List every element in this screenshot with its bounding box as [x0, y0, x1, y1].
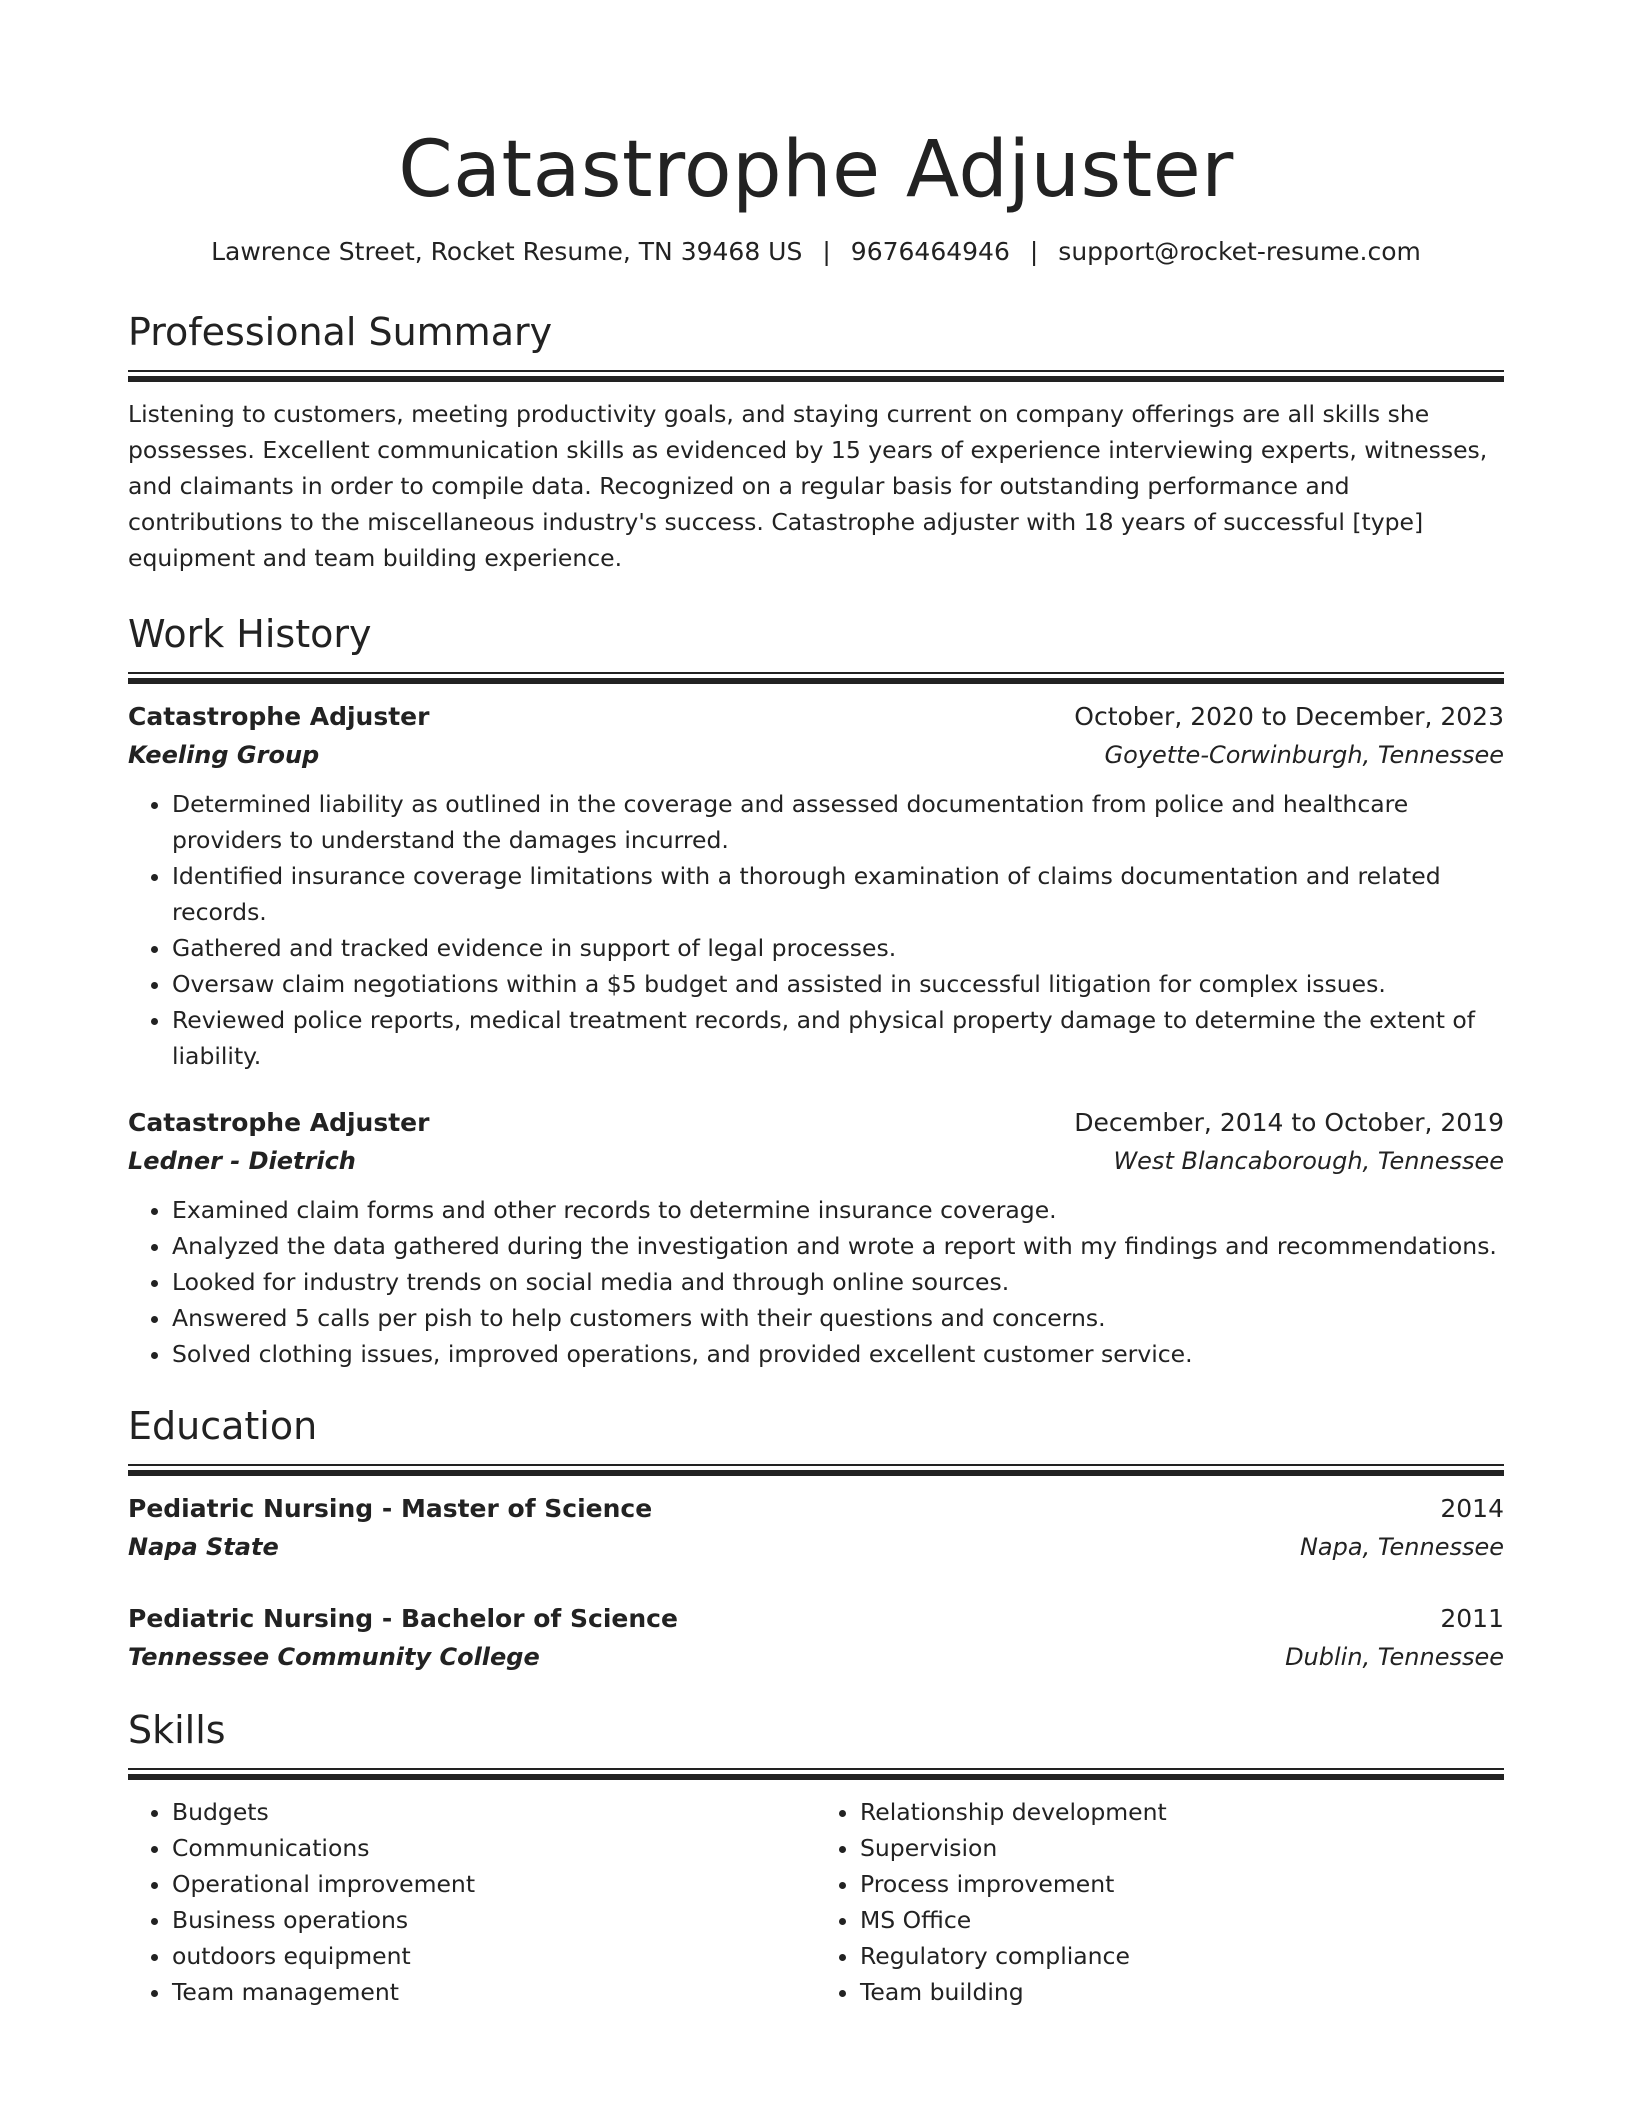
skill-item: • Budgets: [172, 1794, 816, 1830]
skill-item: • Business operations: [172, 1902, 816, 1938]
contact-separator: |: [822, 237, 831, 266]
contact-phone: 9676464946: [850, 237, 1010, 266]
job-title: Catastrophe Adjuster: [128, 1108, 430, 1137]
contact-address: Lawrence Street, Rocket Resume, TN 39468 US: [211, 237, 803, 266]
section-title-work-history: Work History: [128, 612, 372, 656]
candidate-name: Catastrophe Adjuster: [398, 125, 1234, 215]
list-item: • Answered 5 calls per pish to help customers with their questions and concerns.: [172, 1300, 1504, 1336]
summary-text: Listening to customers, meeting productivity goals, and staying current on company offerings are all skills she possesses. Excellent communication skills as evidenced by 15 years of experience interviewing experts, witnesses, and claimants in order to compile data. Recognized on a regular basis for outstanding performance and contributions to the miscellaneous industry's success. Catastrophe adjuster with 18 years of successful [type] equipment and team building experience.: [128, 400, 1488, 572]
skill-item: • Team building: [860, 1974, 1504, 2010]
job-bullets: [128, 786, 1504, 1074]
job-company: Keeling Group: [128, 741, 320, 769]
skills-list-left: [128, 1794, 816, 2010]
skill-item: • Supervision: [860, 1830, 1504, 1866]
job-entry: [128, 698, 1504, 1074]
education-school: Napa State: [128, 1533, 279, 1561]
job-company: Ledner - Dietrich: [128, 1147, 356, 1175]
list-item: • Solved clothing issues, improved operations, and provided excellent customer service.: [172, 1336, 1504, 1372]
education-year: 2014: [1440, 1494, 1504, 1523]
job-bullets: [128, 1192, 1504, 1372]
job-header-row: [128, 698, 1504, 736]
education-school-row: [128, 1528, 1504, 1566]
contact-email: support@rocket-resume.com: [1058, 237, 1421, 266]
job-dates: December, 2014 to October, 2019: [1074, 1108, 1504, 1137]
education-year: 2011: [1440, 1604, 1504, 1633]
education-entry: [128, 1490, 1504, 1566]
job-title: Catastrophe Adjuster: [128, 702, 430, 731]
education-location: Napa, Tennessee: [1299, 1533, 1504, 1561]
job-dates: October, 2020 to December, 2023: [1074, 702, 1504, 731]
education-school-row: [128, 1638, 1504, 1676]
section-title-education: Education: [128, 1404, 318, 1448]
skill-item: • outdoors equipment: [172, 1938, 816, 1974]
skills-list-right: [816, 1794, 1504, 2010]
list-item: • Identified insurance coverage limitations with a thorough examination of claims documentation and related records.: [172, 858, 1504, 930]
section-divider: [128, 672, 1504, 684]
section-title-skills: Skills: [128, 1708, 226, 1752]
education-header-row: [128, 1600, 1504, 1638]
skills-section: [128, 1706, 1504, 2010]
skill-item: • Relationship development: [860, 1794, 1504, 1830]
contact-separator: |: [1029, 237, 1039, 266]
education-location: Dublin, Tennessee: [1285, 1643, 1504, 1671]
section-divider: [128, 1464, 1504, 1476]
education-entry: [128, 1600, 1504, 1676]
education-school: Tennessee Community College: [128, 1643, 540, 1671]
section-divider: [128, 370, 1504, 382]
list-item: • Reviewed police reports, medical treatment records, and physical property damage to determine the extent of liability.: [172, 1002, 1504, 1074]
list-item: • Looked for industry trends on social media and through online sources.: [172, 1264, 1504, 1300]
education-section: [128, 1402, 1504, 1676]
list-item: • Oversaw claim negotiations within a $5 budget and assisted in successful litigation for complex issues.: [172, 966, 1504, 1002]
resume-page: [128, 0, 1504, 2010]
skill-item: • Team management: [172, 1974, 816, 2010]
skill-item: • Communications: [172, 1830, 816, 1866]
job-entry: [128, 1104, 1504, 1372]
list-item: • Determined liability as outlined in the coverage and assessed documentation from police and healthcare providers to understand the damages incurred.: [172, 786, 1504, 858]
list-item: • Analyzed the data gathered during the investigation and wrote a report with my findings and recommendations.: [172, 1228, 1504, 1264]
job-header-row: [128, 1104, 1504, 1142]
skills-grid: [128, 1794, 1504, 2010]
education-header-row: [128, 1490, 1504, 1528]
list-item: • Gathered and tracked evidence in support of legal processes.: [172, 930, 1504, 966]
job-company-row: [128, 1142, 1504, 1180]
section-divider: [128, 1768, 1504, 1780]
skill-item: • Process improvement: [860, 1866, 1504, 1902]
job-location: West Blancaborough, Tennessee: [1113, 1147, 1504, 1175]
skill-item: • Regulatory compliance: [860, 1938, 1504, 1974]
work-history-section: [128, 610, 1504, 1372]
job-company-row: [128, 736, 1504, 774]
skill-item: • MS Office: [860, 1902, 1504, 1938]
section-title-summary: Professional Summary: [128, 310, 553, 354]
job-location: Goyette-Corwinburgh, Tennessee: [1104, 741, 1504, 769]
education-degree: Pediatric Nursing - Master of Science: [128, 1494, 653, 1523]
skill-item: • Operational improvement: [172, 1866, 816, 1902]
education-degree: Pediatric Nursing - Bachelor of Science: [128, 1604, 678, 1633]
list-item: • Examined claim forms and other records to determine insurance coverage.: [172, 1192, 1504, 1228]
contact-line: [128, 236, 1504, 268]
summary-section: [128, 308, 1504, 576]
